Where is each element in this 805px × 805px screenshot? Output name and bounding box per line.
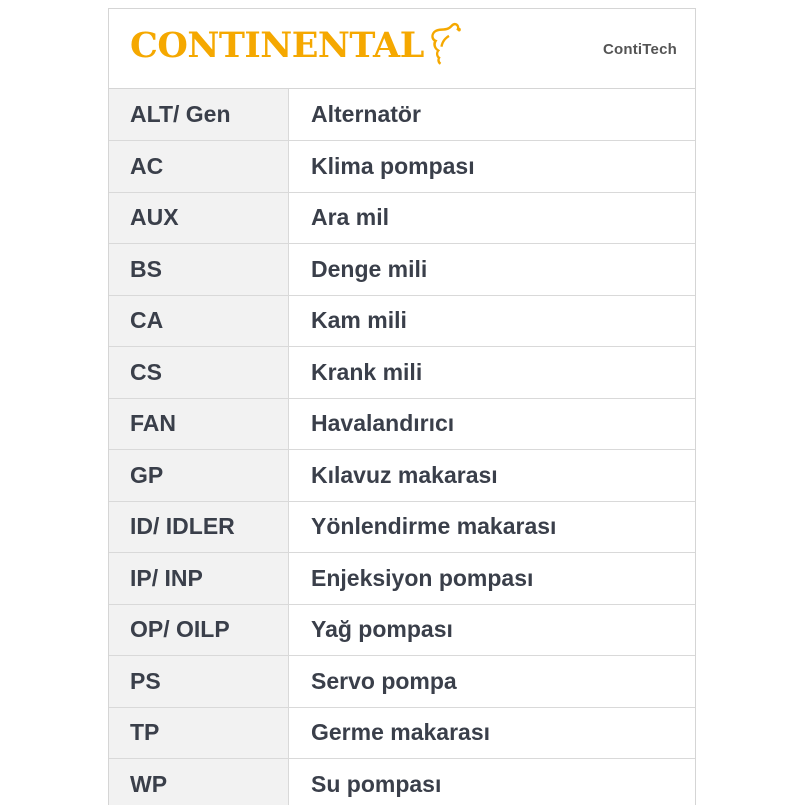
abbr-cell: CA bbox=[109, 295, 289, 347]
desc-cell: Kılavuz makarası bbox=[289, 450, 696, 502]
desc-cell: Krank mili bbox=[289, 347, 696, 399]
abbr-cell: ALT/ Gen bbox=[109, 89, 289, 141]
table-row bbox=[109, 398, 695, 450]
abbr-cell: IP/ INP bbox=[109, 553, 289, 605]
desc-cell: Servo pompa bbox=[289, 656, 696, 708]
table-row bbox=[109, 244, 695, 296]
abbr-cell: OP/ OILP bbox=[109, 604, 289, 656]
abbr-cell: AUX bbox=[109, 192, 289, 244]
desc-cell: Yağ pompası bbox=[289, 604, 696, 656]
abbr-cell: WP bbox=[109, 759, 289, 805]
desc-cell: Enjeksiyon pompası bbox=[289, 553, 696, 605]
abbr-cell: AC bbox=[109, 141, 289, 193]
continental-horse-icon bbox=[426, 21, 468, 72]
table-row bbox=[109, 89, 695, 141]
abbr-cell: CS bbox=[109, 347, 289, 399]
abbr-cell: GP bbox=[109, 450, 289, 502]
brand-header bbox=[109, 9, 695, 89]
table-row bbox=[109, 141, 695, 193]
table-row bbox=[109, 759, 695, 805]
abbr-cell: PS bbox=[109, 656, 289, 708]
desc-cell: Su pompası bbox=[289, 759, 696, 805]
abbr-cell: TP bbox=[109, 707, 289, 759]
legend-table bbox=[109, 89, 695, 805]
sub-brand-label: ContiTech bbox=[602, 41, 677, 58]
table-row bbox=[109, 450, 695, 502]
desc-cell: Kam mili bbox=[289, 295, 696, 347]
desc-cell: Klima pompası bbox=[289, 141, 696, 193]
table-row bbox=[109, 604, 695, 656]
abbr-cell: BS bbox=[109, 244, 289, 296]
desc-cell: Germe makarası bbox=[289, 707, 696, 759]
desc-cell: Denge mili bbox=[289, 244, 696, 296]
table-row bbox=[109, 295, 695, 347]
legend-sheet bbox=[108, 8, 696, 805]
abbr-cell: ID/ IDLER bbox=[109, 501, 289, 553]
desc-cell: Havalandırıcı bbox=[289, 398, 696, 450]
continental-logo bbox=[130, 27, 468, 72]
table-row bbox=[109, 553, 695, 605]
table-row bbox=[109, 347, 695, 399]
table-row bbox=[109, 192, 695, 244]
desc-cell: Yönlendirme makarası bbox=[289, 501, 696, 553]
desc-cell: Alternatör bbox=[289, 89, 696, 141]
desc-cell: Ara mil bbox=[289, 192, 696, 244]
legend-table-body bbox=[109, 89, 695, 805]
abbr-cell: FAN bbox=[109, 398, 289, 450]
table-row bbox=[109, 501, 695, 553]
brand-wordmark: CONTINENTAL bbox=[130, 25, 424, 66]
table-row bbox=[109, 656, 695, 708]
table-row bbox=[109, 707, 695, 759]
